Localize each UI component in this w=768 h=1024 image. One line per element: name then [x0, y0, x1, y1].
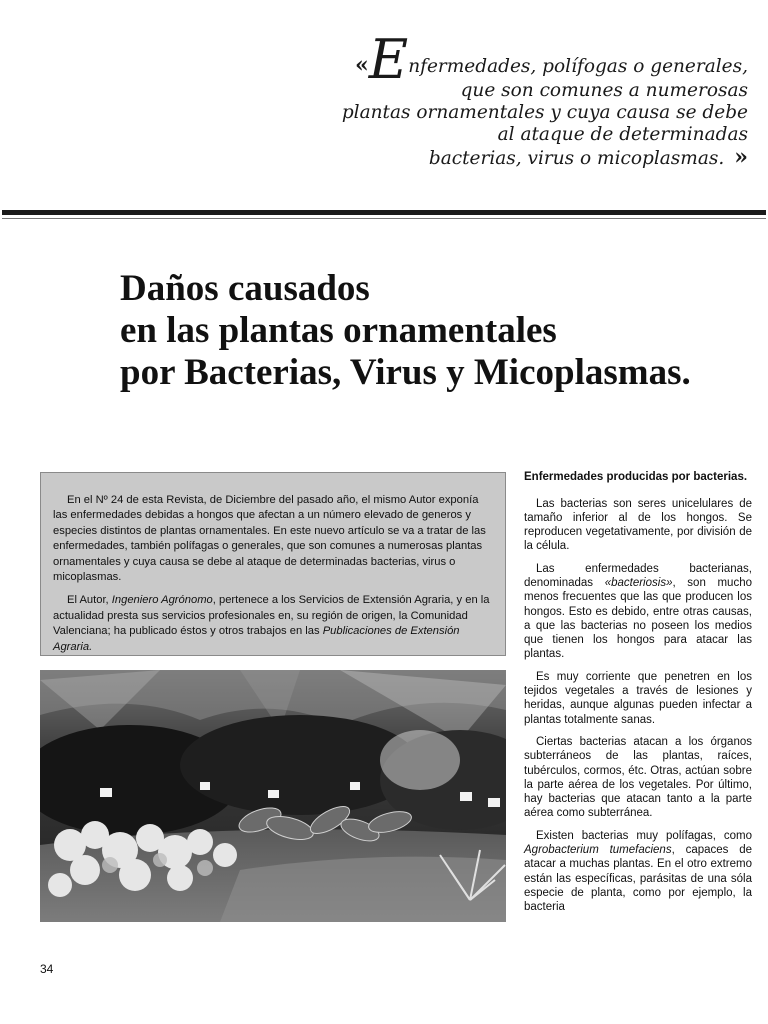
pull-quote-line-5: [308, 146, 748, 170]
column-p5-text-b: , capaces de atacar a muchas plantas. En el otro extremo están las específicas, parásitas de una sóla especie de planta, como por ejemplo, la bacteria: [524, 844, 753, 914]
column-paragraph-4: Ciertas bacterias atacan a los órganos subterráneos de las plantas, raíces, tubérculos, cormos, étc. Otras, actúan sobre la parte aérea de los vegetales. Por último, hay bacterias que atacan tanto a la parte aérea como subterránea.: [524, 735, 752, 820]
article-column: [524, 470, 752, 923]
column-p5-text-a: Existen bacterias muy polífagas, como: [536, 829, 752, 842]
pull-quote-line-3: plantas ornamentales y cuya causa se debe: [341, 102, 748, 123]
dropcap: E: [368, 28, 409, 91]
close-quote-mark: »: [734, 144, 748, 170]
intro-paragraph-1: En el Nº 24 de esta Revista, de Diciembre del pasado año, el mismo Autor exponía las enfermedades debidas a hongos que afectan a un número elevado de generos y especies distintos de plantas ornamentales. En este nuevo artículo se va a tratar de las enfermedades, también polífagas o generales, que son comunes a numerosas plantas ornamentales y cuya causa se debe al ataque de determinadas bacterias, virus o micoplasmas.: [53, 494, 486, 584]
intro-paragraph-2: [53, 593, 495, 655]
section-heading: Enfermedades producidas por bacterias.: [524, 471, 748, 483]
column-paragraph-3: Es muy corriente que penetren en los tejidos vegetales a través de lesiones y heridas, aunque algunas pueden infectar a plantas totalmente sanas.: [524, 670, 752, 726]
title-line-1: Daños causados: [120, 268, 370, 309]
column-p2-text-b: , son mucho menos frecuentes que las que producen los hongos. Esto es debido, entre otras causas, a que las bacterias no poseen los medios que tienen los hongos para atacar las plantas.: [524, 576, 752, 661]
intro-p2-text-a: El Autor,: [67, 594, 112, 607]
pull-quote-text-1: nfermedades, polífogas o generales,: [408, 56, 748, 77]
column-p2-italic: «bacteriosis»: [604, 576, 673, 589]
column-p5-italic: Agrobacterium tumefaciens: [524, 844, 672, 857]
intro-p2-text-b: , pertenece a los Servicios de Extensión Agraria, y en la actualidad presta sus servicios profesionales en, su región de origen, la Comunidad Valenciana; ha publicado éstos y otros trabajos en las: [53, 594, 490, 638]
article-title: [120, 268, 760, 394]
intro-box: [40, 472, 506, 656]
title-line-3: por Bacterias, Virus y Micoplasmas.: [120, 352, 691, 393]
intro-p2-italic: Ingeniero Agrónomo: [111, 594, 213, 607]
divider-thick: [2, 210, 766, 215]
column-p2-text-a: Las enfermedades bacterianas, denominadas: [524, 562, 752, 589]
photo-image: [40, 670, 506, 922]
column-paragraph-2: [524, 562, 752, 662]
divider-thin: [2, 218, 766, 219]
title-line-2: en las plantas ornamentales: [120, 310, 557, 351]
pull-quote-line-2: que son comunes a numerosas: [460, 80, 748, 101]
greenhouse-plants-photo: [40, 670, 506, 922]
intro-p2-italic-2: Publicaciones de Extensión Agraria.: [53, 625, 460, 653]
open-quote-mark: «: [355, 52, 369, 78]
pull-quote: [308, 28, 748, 170]
column-paragraph-5: [524, 829, 752, 915]
pull-quote-text-5: bacterias, virus o micoplasmas.: [428, 148, 725, 169]
column-paragraph-1: Las bacterias son seres unicelulares de tamaño inferior al de los hongos. Se reproducen vegetativamente, por división de la célula.: [524, 497, 752, 553]
pull-quote-line-4: al ataque de determinadas: [497, 124, 748, 145]
page-number: 34: [40, 962, 54, 976]
